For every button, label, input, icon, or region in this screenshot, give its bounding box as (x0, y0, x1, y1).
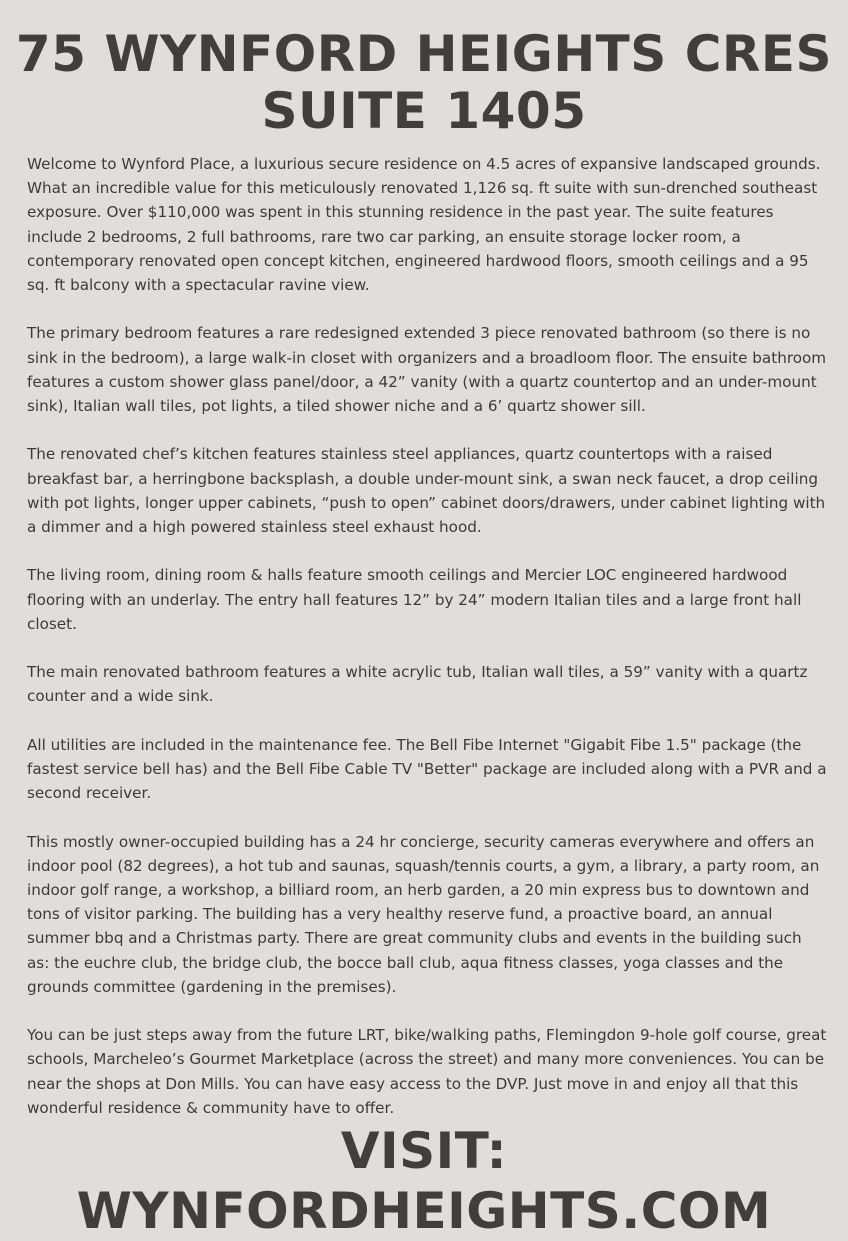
title-suite: SUITE 1405 (261, 82, 587, 140)
website-link[interactable]: WYNFORDHEIGHTS.COM (76, 1182, 772, 1240)
paragraph-main-bathroom: The main renovated bathroom features a white acrylic tub, Italian wall tiles, a 59” vanity with a quartz counter and a wide sink. (27, 663, 808, 706)
paragraph-building-amenities: This mostly owner-occupied building has a 24 hr concierge, security cameras everywhere and offers an indoor pool (82 degrees), a hot tub and saunas, squash/tennis courts, a gym, a library, a party room, an indoor golf range, a workshop, a billiard room, an herb garden, a 20 min express bus to downtown and tons of visitor parking. The building has a very healthy reserve fund, a proactive board, an annual summer bbq and a Christmas party. There are great community clubs and events in the building such as: the euchre club, the bridge club, the bocce ball club, aqua fitness classes, yoga classes and the grounds committee (gardening in the premises). (27, 832, 820, 996)
paragraph-primary-bedroom: The primary bedroom features a rare redesigned extended 3 piece renovated bathroom (so there is no sink in the bedroom), a large walk-in closet with organizers and a broadloom floor. The ensuite bathroom features a custom shower glass panel/door, a 42” vanity (with a quartz countertop and an under-mount sink), Italian wall tiles, pot lights, a tiled shower niche and a 6’ quartz shower sill. (27, 324, 827, 416)
visit-label: VISIT: (340, 1122, 508, 1180)
paragraph-kitchen: The renovated chef’s kitchen features stainless steel appliances, quartz countertops with a raised breakfast bar, a herringbone backsplash, a double under-mount sink, a swan neck faucet, a drop ceiling with pot lights, longer upper cabinets, “push to open” cabinet doors/drawers, under cabinet lighting with a dimmer and a high powered stainless steel exhaust hood. (27, 445, 826, 537)
paragraph-welcome: Welcome to Wynford Place, a luxurious secure residence on 4.5 acres of expansive landscaped grounds. What an incredible value for this meticulously renovated 1,126 sq. ft suite with sun-drenched southeast exposure. Over $110,000 was spent in this stunning residence in the past year. The suite features include 2 bedrooms, 2 full bathrooms, rare two car parking, an ensuite storage locker room, a contemporary renovated open concept kitchen, engineered hardwood floors, smooth ceilings and a 95 sq. ft balcony with a spectacular ravine view. (27, 155, 821, 295)
paragraph-living-room: The living room, dining room & halls feature smooth ceilings and Mercier LOC engineered hardwood flooring with an underlay. The entry hall features 12” by 24” modern Italian tiles and a large front hall closet. (27, 566, 802, 633)
paragraph-utilities: All utilities are included in the maintenance fee. The Bell Fibe Internet "Gigabit Fibe 1.5" package (the fastest service bell has) and the Bell Fibe Cable TV "Better" package are included along with a PVR and a second receiver. (27, 735, 827, 803)
title-address: 75 WYNFORD HEIGHTS CRES (15, 25, 833, 83)
visit-footer (0, 1121, 848, 1241)
paragraph-neighbourhood: You can be just steps away from the future LRT, bike/walking paths, Flemingdon 9-hole golf course, great schools, Marcheleo’s Gourmet Marketplace (across the street) and many more conveniences. You can be near the shops at Don Mills. You can have easy access to the DVP. Just move in and enjoy all that this wonderful residence & community have to offer. (27, 1026, 827, 1117)
page-title (0, 26, 848, 140)
listing-description (27, 152, 827, 1144)
